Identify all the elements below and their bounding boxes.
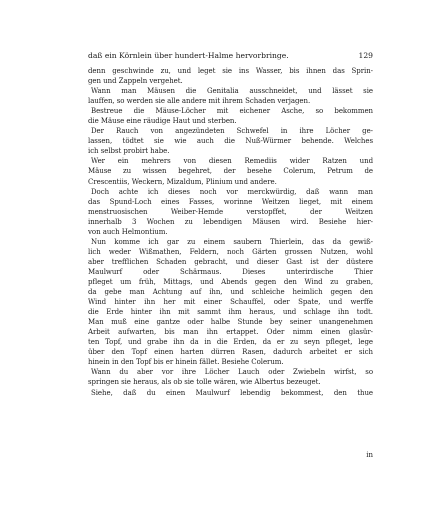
- text-line: Wann man Mäusen die Genitalia ausschneidet, und lässet sie: [91, 87, 373, 96]
- text-line: Man muß eine gantze oder halbe Stunde bey seiner unangenehmen: [88, 318, 373, 327]
- text-line: Wann du aber vor ihre Löcher Lauch oder Zwiebeln wirfst, so: [91, 368, 373, 377]
- text-line: über den Topf einen harten dürren Rasen, dadurch arbeitet er sich: [88, 348, 373, 357]
- text-line: Arbeit aufwarten, bis man ihn ertappet. Oder nimm einen glasür-: [88, 328, 373, 337]
- text-line: denn geschwinde zu, und leget sie ins Wasser, bis ihnen das Sprin-: [88, 67, 373, 75]
- page-header: [88, 51, 373, 63]
- text-line: lich weder Wißmathen, Feldern, noch Gärten grossen Nutzen, wohl: [88, 247, 373, 256]
- text-line: lauffen, so werden sie alle andere mit ihrem Schaden verjagen.: [88, 97, 311, 106]
- catchword: in: [366, 451, 373, 459]
- text-line: Mäuse zu wissen begehret, der besehe Colerum, Petrum de: [88, 167, 373, 176]
- text-line: gen und Zappeln vergehet.: [88, 77, 183, 86]
- text-line: ten Topf, und grabe ihn da in die Erden, da er zu seyn pfleget, lege: [88, 338, 373, 347]
- text-line: innerhalb 3 Wochen zu lebendigen Mäusen wird. Besiehe hier-: [88, 217, 373, 226]
- text-line: von auch Helmontium.: [88, 227, 168, 236]
- text-line: Nun komme ich gar zu einem saubern Thierlein, das da gewiß-: [91, 237, 373, 246]
- text-line: Der Rauch von angezündeten Schwefel in ihre Löcher ge-: [91, 127, 373, 136]
- text-line: hinein in den Topf bis er hinein fället. Besiehe Colerum.: [88, 358, 284, 367]
- text-line: Siehe, daß du einen Maulwurf lebendig bekommest, den thue: [91, 388, 373, 397]
- text-line: da gebe man Achtung auf ihn, und schleiche heimlich gegen den: [88, 288, 373, 297]
- text-line: pfleget um früh, Mittags, und Abends gegen den Wind zu graben,: [88, 277, 373, 286]
- text-line: Doch achte ich dieses noch vor merckwürdig, daß wann man: [91, 187, 373, 196]
- text-line: menstruosischen Weiber-Hemde verstopffet, der Weitzen: [88, 207, 373, 216]
- text-line: die Mäuse eine räudige Haut und sterben.: [88, 117, 237, 126]
- text-line: springen sie heraus, als ob sie tolle wären, wie Albertus bezeuget.: [88, 378, 321, 387]
- text-line: das Spund-Loch eines Fasses, worinne Weitzen lieget, mit einem: [88, 197, 373, 206]
- text-line: aber trefflichen Schaden gebracht, und dieser Gast ist der düstere: [88, 257, 373, 266]
- text-line: die Erde hinter ihn mit sammt ihm heraus, und schlage ihn todt.: [88, 308, 373, 317]
- running-head: daß ein Körnlein über hundert-Halme hervorbringe.: [88, 51, 289, 60]
- text-line: Maulwurf oder Schärmaus. Dieses unterirdische Thier: [88, 267, 373, 276]
- text-line: Bestreue die Mäuse-Löcher mit eichener Asche, so bekommen: [91, 107, 373, 116]
- text-line: Crescentiis, Weckern, Mizaldum, Plinium und andere.: [88, 177, 277, 186]
- text-line: ich selbst probirt habe.: [88, 147, 170, 156]
- text-line: Wer ein mehrers von diesen Remediis wider Ratzen und: [91, 157, 373, 166]
- text-line: Wind hinter ihn her mit einer Schauffel, oder Spate, und werffe: [88, 298, 373, 307]
- page-number: 129: [358, 51, 373, 60]
- text-line: lassen, tödtet sie wie auch die Nuß-Würmer behende. Welches: [88, 137, 373, 146]
- body-text: [88, 66, 373, 398]
